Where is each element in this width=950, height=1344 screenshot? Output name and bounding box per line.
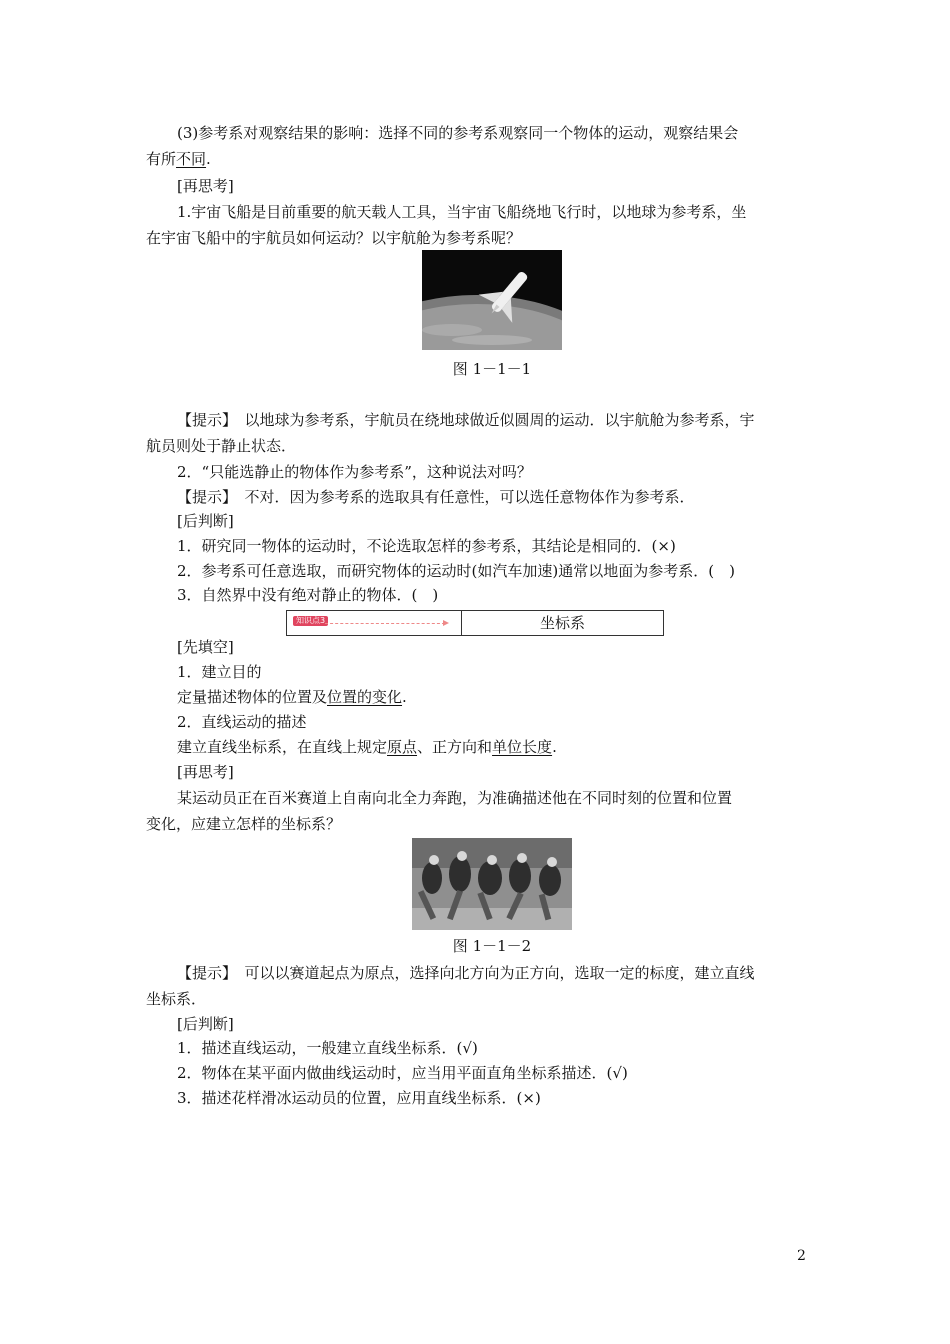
knowledge-point-header (286, 610, 664, 636)
figure-caption-2: 图 1－1－2 (452, 937, 532, 955)
underlined-answer: 不同 (176, 150, 207, 168)
underlined-answer: 位置的变化 (327, 688, 403, 706)
text: . (552, 738, 557, 756)
section-label-fill: [先填空] (177, 638, 234, 656)
sprinters-image (412, 838, 572, 930)
text: 定量描述物体的位置及 (177, 688, 328, 706)
item-purpose-body (177, 684, 837, 710)
item-purpose-title: 1．建立目的 (177, 663, 262, 681)
question-runner-cont: 变化，应建立怎样的坐标系？ (146, 815, 342, 833)
paragraph-reference-effect-cont (146, 146, 806, 172)
knowledge-point-title: 坐标系 (539, 614, 585, 632)
hint-runner-cont: 坐标系． (146, 990, 207, 1008)
section-label-rethink-2: [再思考] (177, 763, 234, 781)
underlined-answer: 原点 (387, 738, 418, 756)
knowledge-point-badge: 知识点3 (293, 616, 328, 626)
arrow-icon (325, 623, 445, 624)
knowledge-point-marker (287, 611, 462, 635)
hint-runner: 【提示】 可以以赛道起点为原点，选择向北方向为正方向，选取一定的标度，建立直线 (177, 964, 755, 982)
section-label-judge: [后判断] (177, 512, 234, 530)
hint-1-cont: 航员则处于静止状态． (146, 437, 297, 455)
text: 、正方向和 (417, 738, 493, 756)
section-label-judge-2: [后判断] (177, 1015, 234, 1033)
judge2-item-2: 2．物体在某平面内做曲线运动时，应当用平面直角坐标系描述．(√) (177, 1064, 628, 1082)
hint-2: 【提示】 不对．因为参考系的选取具有任意性，可以选任意物体作为参考系． (177, 488, 695, 506)
section-label-rethink: [再思考] (177, 177, 234, 195)
figure-caption-1: 图 1－1－1 (452, 360, 532, 378)
hint-1: 【提示】 以地球为参考系，宇航员在绕地球做近似圆周的运动．以宇航舱为参考系，宇 (177, 411, 755, 429)
page-number: 2 (797, 1248, 806, 1264)
question-1: 1.宇宙飞船是目前重要的航天载人工具，当宇宙飞船绕地飞行时，以地球为参考系，坐 (177, 203, 747, 221)
question-1-cont: 在宇宙飞船中的宇航员如何运动？以宇航舱为参考系呢？ (146, 229, 522, 247)
judge2-item-3: 3．描述花样滑冰运动员的位置，应用直线坐标系．(×) (177, 1089, 541, 1107)
text: . (206, 150, 211, 168)
judge-item-2: 2．参考系可任意选取，而研究物体的运动时(如汽车加速)通常以地面为参考系．( ) (177, 562, 735, 580)
judge-item-1: 1．研究同一物体的运动时，不论选取怎样的参考系，其结论是相同的．(×) (177, 537, 676, 555)
question-runner: 某运动员正在百米赛道上自南向北全力奔跑，为准确描述他在不同时刻的位置和位置 (177, 789, 733, 807)
judge-item-3: 3．自然界中没有绝对静止的物体．( ) (177, 586, 439, 604)
judge2-item-1: 1．描述直线运动，一般建立直线坐标系．(√) (177, 1039, 478, 1057)
question-2: 2．“只能选静止的物体作为参考系”，这种说法对吗？ (177, 463, 532, 481)
text: . (402, 688, 407, 706)
item-linear-title: 2．直线运动的描述 (177, 713, 307, 731)
text: 建立直线坐标系，在直线上规定 (177, 738, 388, 756)
underlined-answer: 单位长度 (492, 738, 553, 756)
item-linear-body (177, 734, 837, 760)
space-shuttle-image (422, 250, 562, 350)
paragraph-reference-effect: (3)参考系对观察结果的影响：选择不同的参考系观察同一个物体的运动，观察结果会 (177, 124, 739, 142)
text: 有所 (146, 150, 177, 168)
